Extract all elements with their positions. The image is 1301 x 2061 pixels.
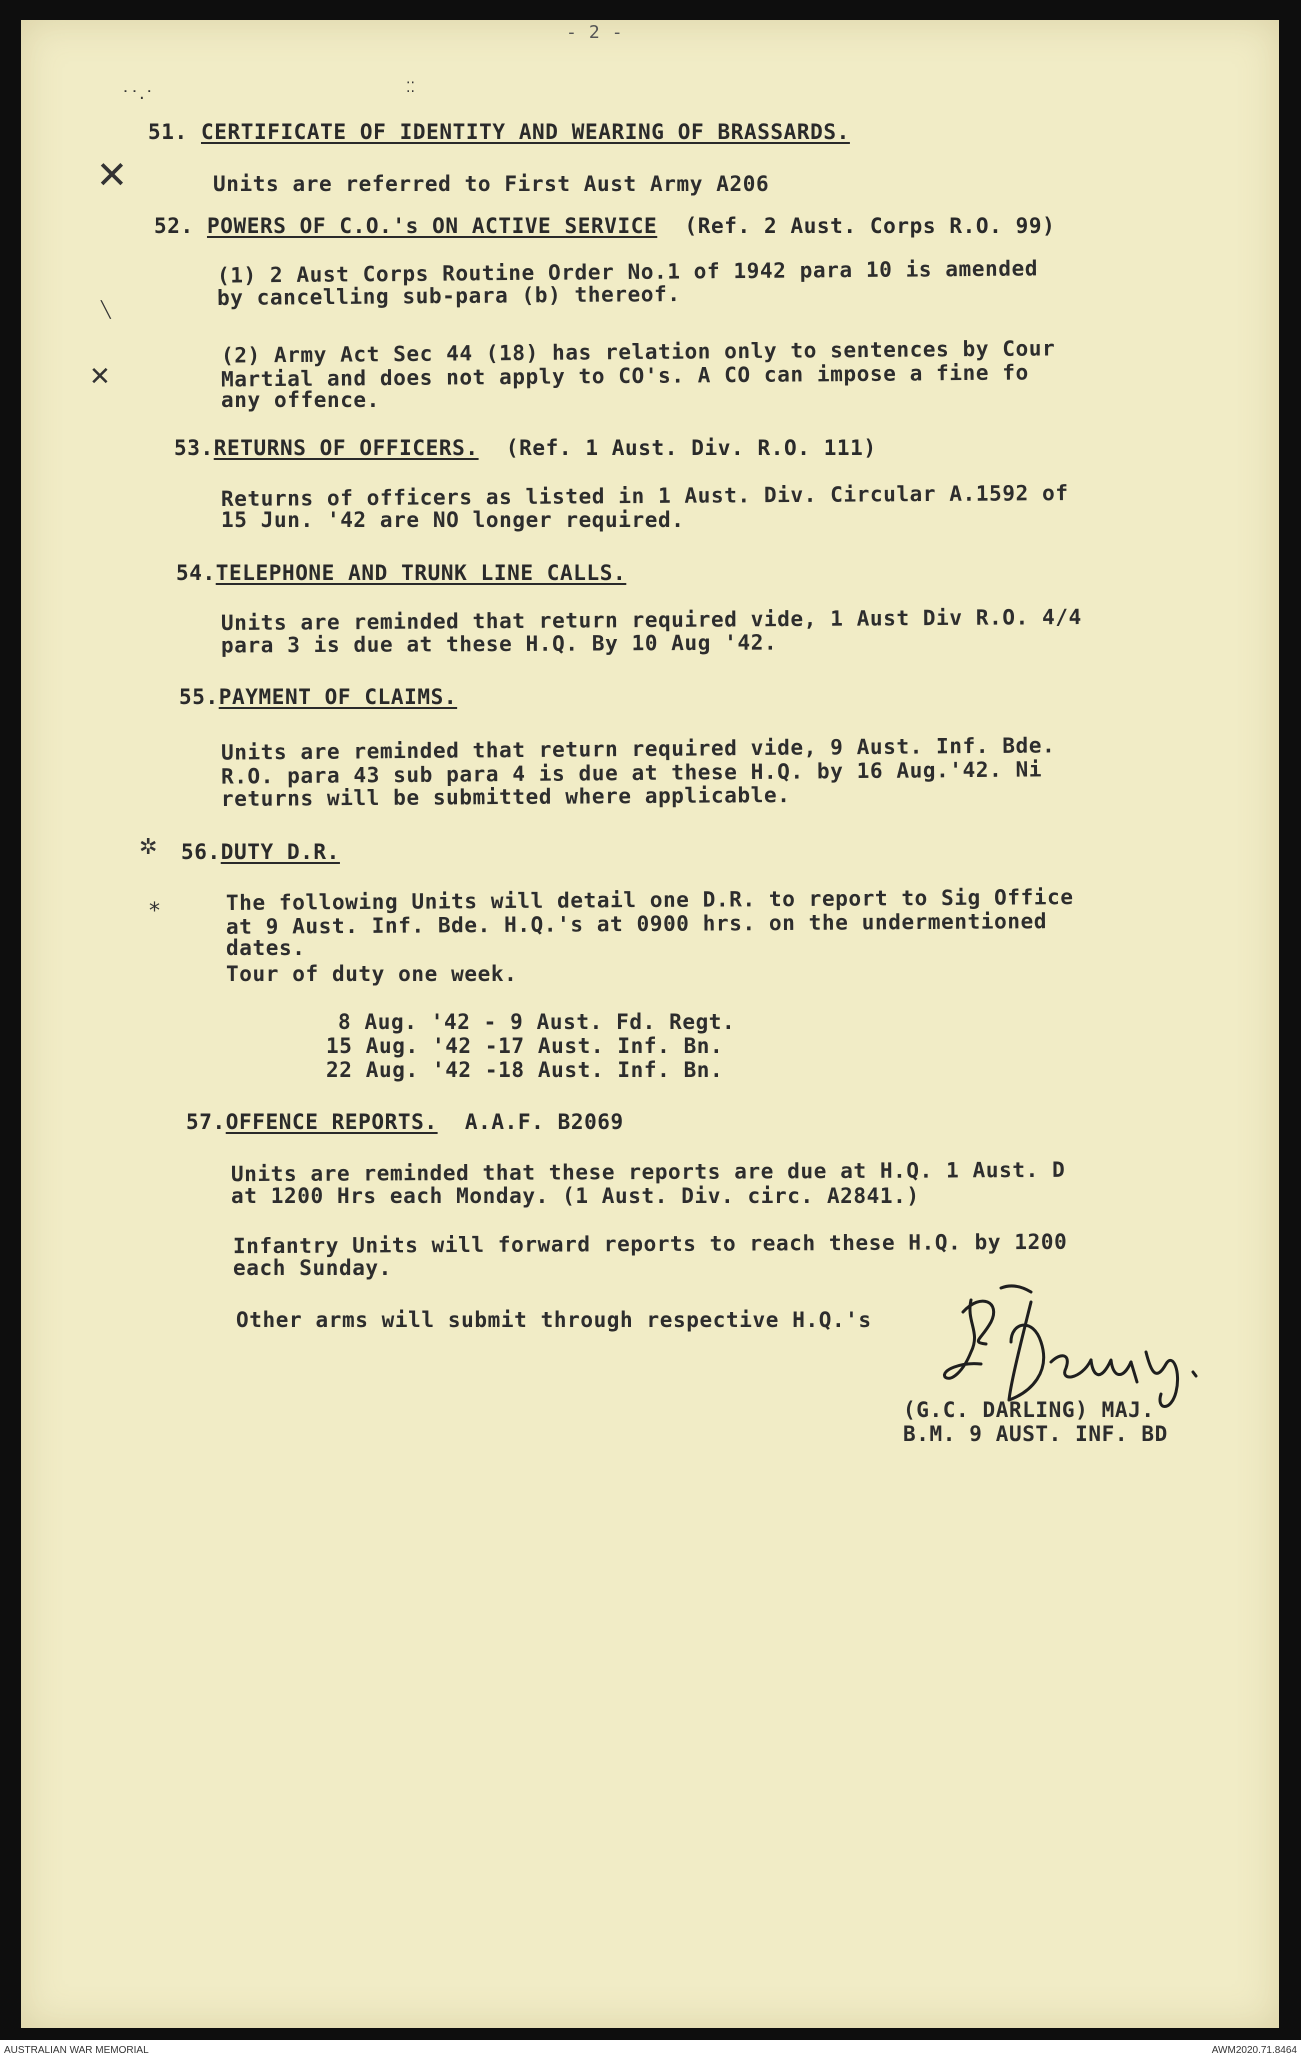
body-line: 15 Jun. '42 are NO longer required. (221, 508, 685, 532)
margin-x-mark: ✕ (89, 362, 111, 392)
section-number: 51. (148, 120, 188, 144)
signatory-title: B.M. 9 AUST. INF. BD (903, 1422, 1168, 1446)
pencil-mark: ˙˙·˙ (121, 88, 154, 109)
body-line: The following Units will detail one D.R. to report to Sig Office (225, 885, 1074, 915)
body-line: (1) 2 Aust Corps Routine Order No.1 of 1942 para 10 is amended (216, 256, 1039, 288)
section-56-header (181, 840, 340, 864)
archive-name: AUSTRALIAN WAR MEMORIAL (4, 2045, 149, 2056)
body-line: by cancelling sub-para (b) thereof. (216, 281, 681, 311)
section-52-header (154, 214, 1055, 238)
section-53-header (174, 436, 877, 460)
body-line: returns will be submitted where applicable. (220, 783, 791, 811)
archive-reference: AWM2020.71.8464 (1211, 2045, 1297, 2056)
body-line: each Sunday. (233, 1256, 392, 1280)
body-line: R.O. para 43 sub para 4 is due at these H.Q. by 16 Aug.'42. Ni (220, 757, 1043, 789)
body-line: para 3 is due at these H.Q. By 10 Aug '42. (220, 630, 778, 658)
section-heading: POWERS OF C.O.'s ON ACTIVE SERVICE (206, 214, 658, 238)
margin-asterisk-mark: ✲ (139, 835, 158, 860)
margin-x-mark: ✕ (96, 153, 128, 197)
body-line: any offence. (221, 388, 380, 412)
section-reference: A.A.F. B2069 (464, 1110, 624, 1134)
body-line: Martial and does not apply to CO's. A CO can impose a fine fo (220, 360, 1029, 392)
body-line: dates. (226, 936, 306, 960)
document-page (21, 20, 1279, 2028)
body-line: Units are reminded that return required vide, 9 Aust. Inf. Bde. (220, 733, 1056, 765)
signatory-name: (G.C. DARLING) MAJ. (903, 1398, 1155, 1422)
section-57-header (186, 1110, 624, 1134)
section-51-header (148, 120, 850, 144)
body-line: Units are reminded that these reports are due at H.Q. 1 Aust. D (230, 1157, 1066, 1187)
margin-tick-mark: ╲ (101, 300, 111, 319)
section-number: 54. (176, 561, 216, 585)
section-number: 55. (179, 685, 219, 709)
section-55-header (179, 685, 457, 709)
section-heading: CERTIFICATE OF IDENTITY AND WEARING OF BRASSARDS. (200, 120, 850, 144)
section-number: 56. (181, 840, 221, 864)
section-heading: RETURNS OF OFFICERS. (213, 436, 479, 460)
body-line: (2) Army Act Sec 44 (18) has relation only to sentences by Cour (220, 336, 1056, 368)
body-line: Tour of duty one week. (226, 962, 518, 986)
section-number: 57. (186, 1110, 226, 1134)
body-line: at 9 Aust. Inf. Bde. H.Q.'s at 0900 hrs. on the undermentioned (225, 909, 1048, 939)
body-line: Infantry Units will forward reports to reach these H.Q. by 1200 (232, 1229, 1068, 1259)
pencil-mark: ⁚⁚ (406, 80, 415, 96)
schedule-line: 8 Aug. '42 - 9 Aust. Fd. Regt. (338, 1010, 736, 1034)
schedule-line: 15 Aug. '42 -17 Aust. Inf. Bn. (326, 1034, 724, 1058)
margin-asterisk-mark: ⁎ (149, 892, 160, 917)
page-number: - 2 - (566, 22, 624, 43)
body-line: Units are referred to First Aust Army A206 (213, 172, 770, 196)
schedule-line: 22 Aug. '42 -18 Aust. Inf. Bn. (326, 1058, 724, 1082)
section-number: 53. (174, 436, 214, 460)
section-heading: PAYMENT OF CLAIMS. (218, 685, 458, 709)
section-number: 52. (154, 214, 194, 238)
body-line: at 1200 Hrs each Monday. (1 Aust. Div. circ. A2841.) (231, 1184, 920, 1208)
section-heading: DUTY D.R. (220, 840, 340, 864)
section-reference: (Ref. 2 Aust. Corps R.O. 99) (684, 214, 1056, 238)
section-54-header (176, 561, 626, 585)
section-heading: OFFENCE REPORTS. (225, 1110, 438, 1134)
archive-footer (0, 2040, 1301, 2061)
section-heading: TELEPHONE AND TRUNK LINE CALLS. (215, 561, 627, 585)
body-line: Returns of officers as listed in 1 Aust. Div. Circular A.1592 of (220, 481, 1069, 511)
body-line: Units are reminded that return required vide, 1 Aust Div R.O. 4/4 (220, 604, 1082, 636)
body-line: Other arms will submit through respective H.Q.'s (236, 1308, 872, 1332)
section-reference: (Ref. 1 Aust. Div. R.O. 111) (505, 436, 877, 460)
